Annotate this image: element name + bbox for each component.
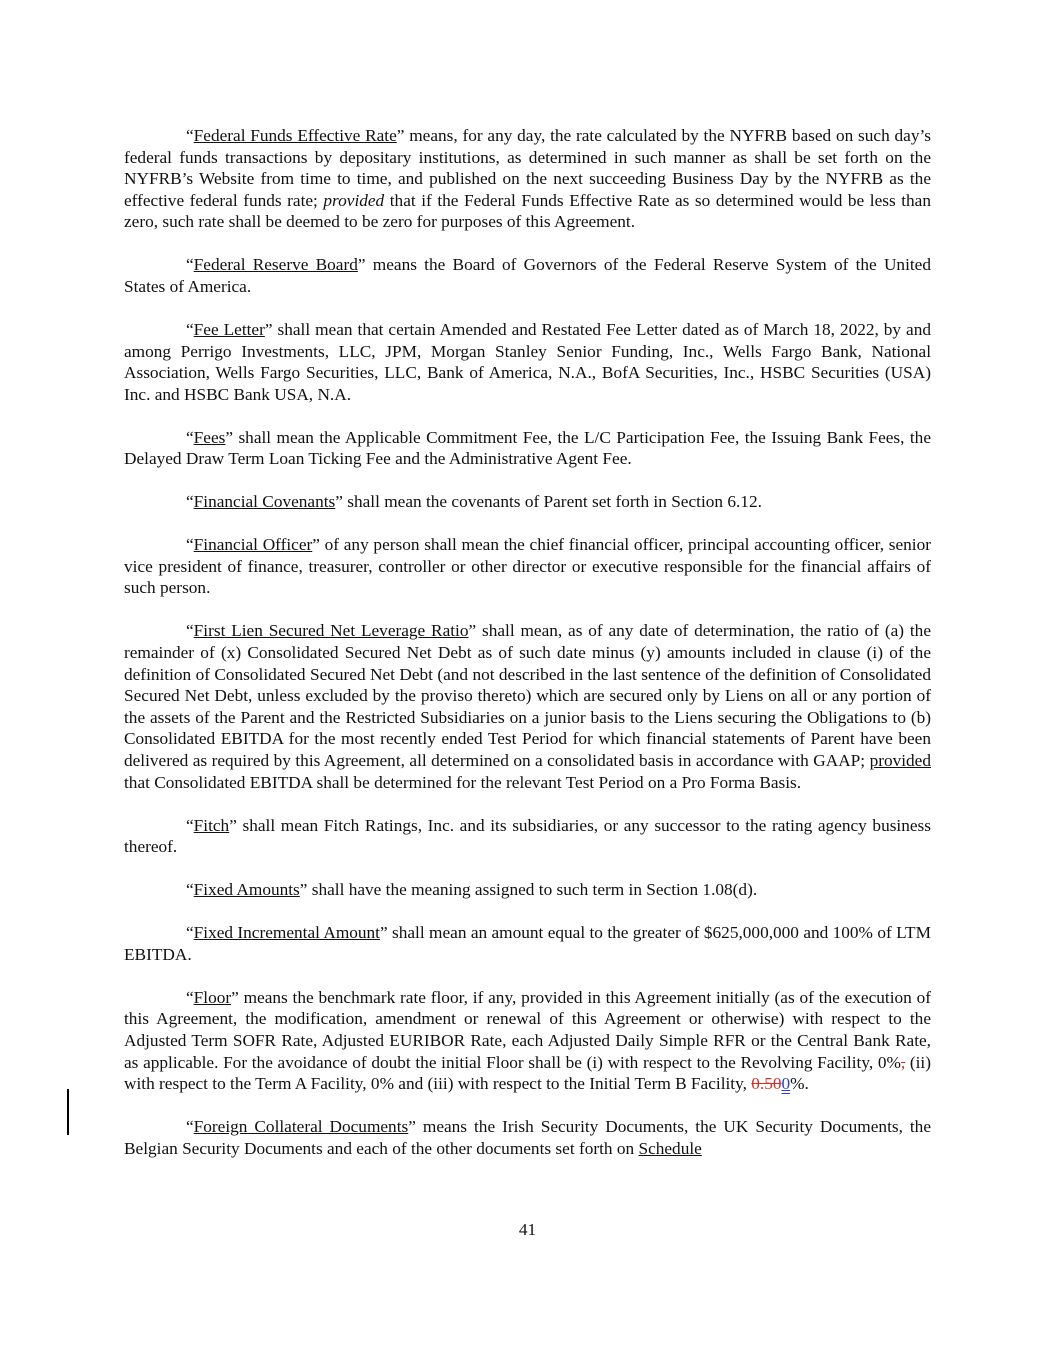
page-number: 41 xyxy=(518,1220,537,1239)
definition-text: of any person shall mean the chief financial officer, principal accounting officer, senior vice president of finance, treasurer, controller or other director or executive responsible for the financial affairs of such person. xyxy=(124,535,931,598)
defined-term: Fee Letter xyxy=(193,319,265,339)
defined-term: Foreign Collateral Documents xyxy=(193,1117,409,1137)
defined-term: Floor xyxy=(193,987,232,1007)
italic-proviso: provided xyxy=(323,190,385,210)
close-quote: ” xyxy=(264,319,273,339)
defined-term: Federal Reserve Board xyxy=(193,255,358,275)
definition-text: that if the Federal Funds Effective Rate as so determined would be less than zero, such rate shall be deemed to be zero for purposes of this Agreement. xyxy=(124,190,931,232)
close-quote: ” xyxy=(408,1117,416,1137)
definition-text: shall mean the Applicable Commitment Fee, the L/C Participation Fee, the Issuing Bank Fees, the Delayed Draw Term Loan Ticking Fee and the Administrative Agent Fee. xyxy=(124,427,931,469)
close-quote: ” xyxy=(312,535,320,555)
definition-federal-funds-effective-rate xyxy=(124,125,931,233)
document-body xyxy=(124,125,931,1181)
open-quote: “ xyxy=(186,880,194,900)
definition-text: (ii) with respect to the Term A Facility, 0% and (iii) with respect to the Initial Term B Facility, xyxy=(124,1052,931,1094)
definition-text: means the benchmark rate floor, if any, provided in this Agreement initially (as of the execution of this Agreement, the modification, amendment or renewal of this Agreement or otherwise) with respect to the Adjusted Term SOFR Rate, Adjusted EURIBOR Rate, each Adjusted Daily Simple RFR or the Central Bank Rate, as applicable. For the avoidance of doubt the initial Floor shall be (i) with respect to the Revolving Facility, 0% xyxy=(124,987,931,1072)
definition-text: shall mean an amount equal to the greater of $625,000,000 and 100% of LTM EBITDA. xyxy=(124,923,931,964)
open-quote: “ xyxy=(186,427,194,447)
tracked-deletion: , xyxy=(900,1052,906,1072)
close-quote: ” xyxy=(229,815,237,835)
open-quote: “ xyxy=(186,126,194,145)
tracked-deletion: 0.50 xyxy=(751,1074,782,1094)
definition-text: shall mean that certain Amended and Restated Fee Letter dated as of March 18, 2022, by and among Perrigo Investments, LLC, JPM, Morgan Stanley Senior Funding, Inc., Wells Fargo Bank, National Association, Wells Fargo Securities, LLC, Bank of America, N.A., BofA Securities, Inc., HSBC Securities (USA) Inc. and HSBC Bank USA, N.A. xyxy=(124,319,931,404)
underlined-reference: Schedule xyxy=(638,1138,702,1158)
defined-term: Fitch xyxy=(193,815,230,835)
tracked-insertion: 0 xyxy=(781,1074,791,1094)
open-quote: “ xyxy=(186,535,194,555)
definition-fixed-incremental-amount xyxy=(124,922,931,965)
defined-term: Federal Funds Effective Rate xyxy=(193,126,397,145)
definition-fitch xyxy=(124,815,931,858)
definition-text: means the Board of Governors of the Federal Reserve System of the United States of America. xyxy=(124,255,931,296)
close-quote: ” xyxy=(468,621,477,641)
definition-financial-officer xyxy=(124,534,931,599)
open-quote: “ xyxy=(186,1117,194,1137)
definition-text: shall mean the covenants of Parent set forth in Section 6.12. xyxy=(342,492,762,512)
close-quote: ” xyxy=(396,126,405,145)
open-quote: “ xyxy=(186,621,194,641)
defined-term: Fees xyxy=(193,427,226,447)
definition-first-lien-secured-net-leverage-ratio xyxy=(124,620,931,793)
definition-floor xyxy=(124,987,931,1095)
definition-text: shall mean, as of any date of determination, the ratio of (a) the remainder of (x) Consolidated Secured Net Debt as of such date minus (y) amounts included in clause (i) of the definition of Consolidated Secured Net Debt (and not described in the last sentence of the definition of Consolidated Secured Net Debt, unless excluded by the proviso thereto) which are secured only by Liens on all or any portion of the assets of the Parent and the Restricted Subsidiaries on a junior basis to the Liens securing the Obligations to (b) Consolidated EBITDA for the most recently ended Test Period for which financial statements of Parent have been delivered as required by this Agreement, all determined on a consolidated basis in accordance with GAAP; xyxy=(124,621,931,770)
open-quote: “ xyxy=(186,319,194,339)
defined-term: Fixed Amounts xyxy=(193,880,300,900)
open-quote: “ xyxy=(186,492,194,512)
definition-fee-letter xyxy=(124,319,931,405)
open-quote: “ xyxy=(186,815,194,835)
defined-term: Financial Officer xyxy=(193,535,313,555)
defined-term: First Lien Secured Net Leverage Ratio xyxy=(193,621,469,641)
close-quote: ” xyxy=(225,427,234,447)
defined-term: Fixed Incremental Amount xyxy=(193,923,380,943)
definition-foreign-collateral-documents xyxy=(124,1116,931,1159)
close-quote: ” xyxy=(357,255,366,275)
open-quote: “ xyxy=(186,923,194,943)
open-quote: “ xyxy=(186,987,194,1007)
definition-text: means, for any day, the rate calculated by the NYFRB based on such day’s federal funds transactions by depositary institutions, as determined in such manner as shall be set forth on the NYFRB’s Website from time to time, and published on the next succeeding Business Day by the NYFRB as the effective federal funds rate; xyxy=(124,126,931,210)
defined-term: Financial Covenants xyxy=(193,492,336,512)
close-quote: ” xyxy=(379,923,388,943)
definition-text: means the Irish Security Documents, the UK Security Documents, the Belgian Security Documents and each of the other documents set forth on xyxy=(124,1117,931,1158)
definition-text: %. xyxy=(790,1074,809,1094)
definition-text: shall mean Fitch Ratings, Inc. and its subsidiaries, or any successor to the rating agency business thereof. xyxy=(124,815,931,857)
definition-fixed-amounts xyxy=(124,879,931,901)
revision-change-bar xyxy=(67,1089,69,1135)
definition-fees xyxy=(124,427,931,470)
close-quote: ” xyxy=(231,987,239,1007)
close-quote: ” xyxy=(335,492,343,512)
definition-text: that Consolidated EBITDA shall be determined for the relevant Test Period on a Pro Forma Basis. xyxy=(124,772,802,792)
definition-text: shall have the meaning assigned to such term in Section 1.08(d). xyxy=(307,880,758,900)
close-quote: ” xyxy=(299,880,308,900)
open-quote: “ xyxy=(186,255,194,275)
definition-federal-reserve-board xyxy=(124,254,931,297)
underlined-proviso: provided xyxy=(869,751,931,770)
definition-financial-covenants xyxy=(124,491,931,513)
